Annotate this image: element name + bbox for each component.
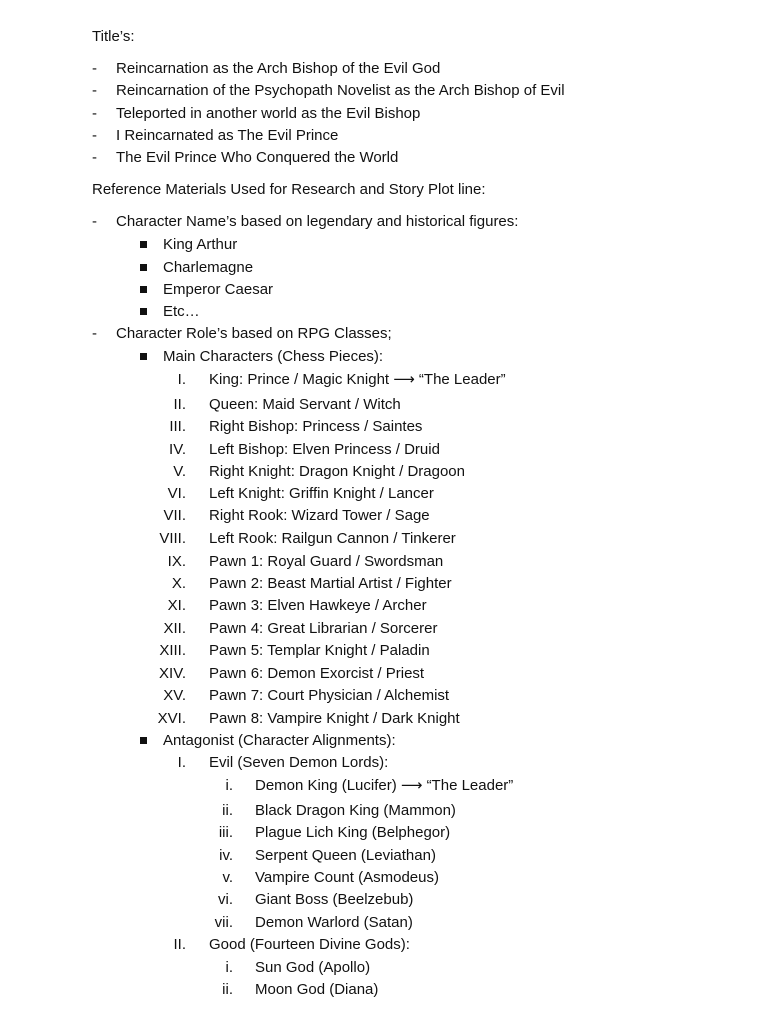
name-item: King Arthur [163,236,238,253]
list-item [0,440,768,460]
dash-bullet: - [92,60,97,77]
divine-god-item: Moon God (Diana) [255,981,379,998]
demon-lord-item: Serpent Queen (Leviathan) [255,847,436,864]
character-item: Left Knight: Griffin Knight / Lancer [209,485,434,502]
list-item [0,104,768,124]
square-bullet-icon [140,737,147,744]
dash-bullet: - [92,82,97,99]
list-item [0,484,768,504]
lower-roman-numeral: i. [225,959,233,976]
lower-roman-numeral: iv. [219,847,233,864]
title-item: Reincarnation as the Arch Bishop of the Evil God [116,60,441,77]
roman-numeral: XIV. [159,665,186,682]
character-item: Pawn 1: Royal Guard / Swordsman [209,553,444,570]
title-item: Reincarnation of the Psychopath Novelist as the Arch Bishop of Evil [116,82,565,99]
demon-lord-item: Giant Boss (Beelzebub) [255,891,414,908]
dash-bullet: - [92,149,97,166]
list-item [0,913,768,933]
list-item [0,958,768,978]
divine-god-item: Sun God (Apollo) [255,959,371,976]
list-item [0,776,768,796]
roman-numeral: XII. [163,620,186,637]
demon-lord-item: Plague Lich King (Belphegor) [255,824,451,841]
roman-numeral: VIII. [159,530,186,547]
roman-numeral: XVI. [157,710,186,727]
square-bullet-icon [140,264,147,271]
list-item [0,302,768,322]
square-bullet-icon [140,353,147,360]
roman-numeral: I. [177,754,186,771]
list-item [0,801,768,821]
list-item [0,212,768,232]
square-bullet-icon [140,241,147,248]
list-item [0,462,768,482]
character-item: Pawn 2: Beast Martial Artist / Fighter [209,575,452,592]
lower-roman-numeral: vii. [214,914,233,931]
title-item: Teleported in another world as the Evil Bishop [116,105,421,122]
demon-lord-item: Demon King (Lucifer) ⟶ “The Leader” [255,777,514,794]
list-item [0,664,768,684]
demon-lord-item: Demon Warlord (Satan) [255,914,413,931]
roman-numeral: V. [173,463,186,480]
lower-roman-numeral: i. [225,777,233,794]
roman-numeral: XIII. [159,642,186,659]
name-item: Emperor Caesar [163,281,274,298]
names-section-label: Character Name’s based on legendary and historical figures: [116,213,519,230]
list-item [0,596,768,616]
character-item: Right Bishop: Princess / Saintes [209,418,423,435]
list-item [0,529,768,549]
demon-lord-item: Vampire Count (Asmodeus) [255,869,439,886]
list-item [0,235,768,255]
title-item: The Evil Prince Who Conquered the World [116,149,399,166]
roman-numeral: XV. [163,687,186,704]
list-item [0,935,768,955]
list-item [0,823,768,843]
lower-roman-numeral: ii. [222,802,233,819]
roman-numeral: III. [169,418,186,435]
character-item: Left Rook: Railgun Cannon / Tinkerer [209,530,456,547]
list-item [0,552,768,572]
list-item [0,324,768,344]
list-item [0,753,768,773]
name-item: Etc… [163,303,200,320]
character-item: Queen: Maid Servant / Witch [209,396,401,413]
demon-lord-item: Black Dragon King (Mammon) [255,802,456,819]
list-item [0,868,768,888]
list-item [0,709,768,729]
character-item: Pawn 7: Court Physician / Alchemist [209,687,450,704]
roman-numeral: X. [171,575,186,592]
roman-numeral: VII. [163,507,186,524]
roman-numeral: II. [173,936,186,953]
character-item: Right Rook: Wizard Tower / Sage [209,507,430,524]
evil-label: Evil (Seven Demon Lords): [209,754,389,771]
roman-numeral: XI. [167,597,186,614]
character-item: Pawn 3: Elven Hawkeye / Archer [209,597,427,614]
list-item [0,417,768,437]
list-item [0,890,768,910]
list-item [0,148,768,168]
roman-numeral: II. [173,396,186,413]
list-item [0,506,768,526]
list-item [0,846,768,866]
list-item [0,980,768,1000]
list-item [0,370,768,390]
roles-section-label: Character Role’s based on RPG Classes; [116,325,392,342]
good-label: Good (Fourteen Divine Gods): [209,936,410,953]
character-item: Left Bishop: Elven Princess / Druid [209,441,440,458]
lower-roman-numeral: ii. [222,981,233,998]
roman-numeral: IX. [167,553,186,570]
list-item [0,731,768,751]
reference-heading: Reference Materials Used for Research and Story Plot line: [92,181,486,198]
roman-numeral: I. [177,371,186,388]
character-item: Pawn 6: Demon Exorcist / Priest [209,665,425,682]
list-item [0,619,768,639]
main-characters-label: Main Characters (Chess Pieces): [163,348,384,365]
character-item: Right Knight: Dragon Knight / Dragoon [209,463,465,480]
list-item [0,258,768,278]
list-item [0,126,768,146]
lower-roman-numeral: iii. [218,824,233,841]
roman-numeral: IV. [169,441,186,458]
square-bullet-icon [140,286,147,293]
list-item [0,81,768,101]
lower-roman-numeral: vi. [218,891,233,908]
dash-bullet: - [92,105,97,122]
list-item [0,686,768,706]
titles-heading: Title’s: [92,28,135,45]
title-item: I Reincarnated as The Evil Prince [116,127,339,144]
list-item [0,347,768,367]
antagonist-label: Antagonist (Character Alignments): [163,732,396,749]
list-item [0,574,768,594]
list-item [0,59,768,79]
character-item: King: Prince / Magic Knight ⟶ “The Leader” [209,371,506,388]
dash-bullet: - [92,325,97,342]
name-item: Charlemagne [163,259,254,276]
character-item: Pawn 4: Great Librarian / Sorcerer [209,620,438,637]
dash-bullet: - [92,127,97,144]
list-item [0,641,768,661]
list-item [0,280,768,300]
square-bullet-icon [140,308,147,315]
character-item: Pawn 5: Templar Knight / Paladin [209,642,430,659]
lower-roman-numeral: v. [222,869,233,886]
character-item: Pawn 8: Vampire Knight / Dark Knight [209,710,460,727]
dash-bullet: - [92,213,97,230]
roman-numeral: VI. [167,485,186,502]
list-item [0,395,768,415]
